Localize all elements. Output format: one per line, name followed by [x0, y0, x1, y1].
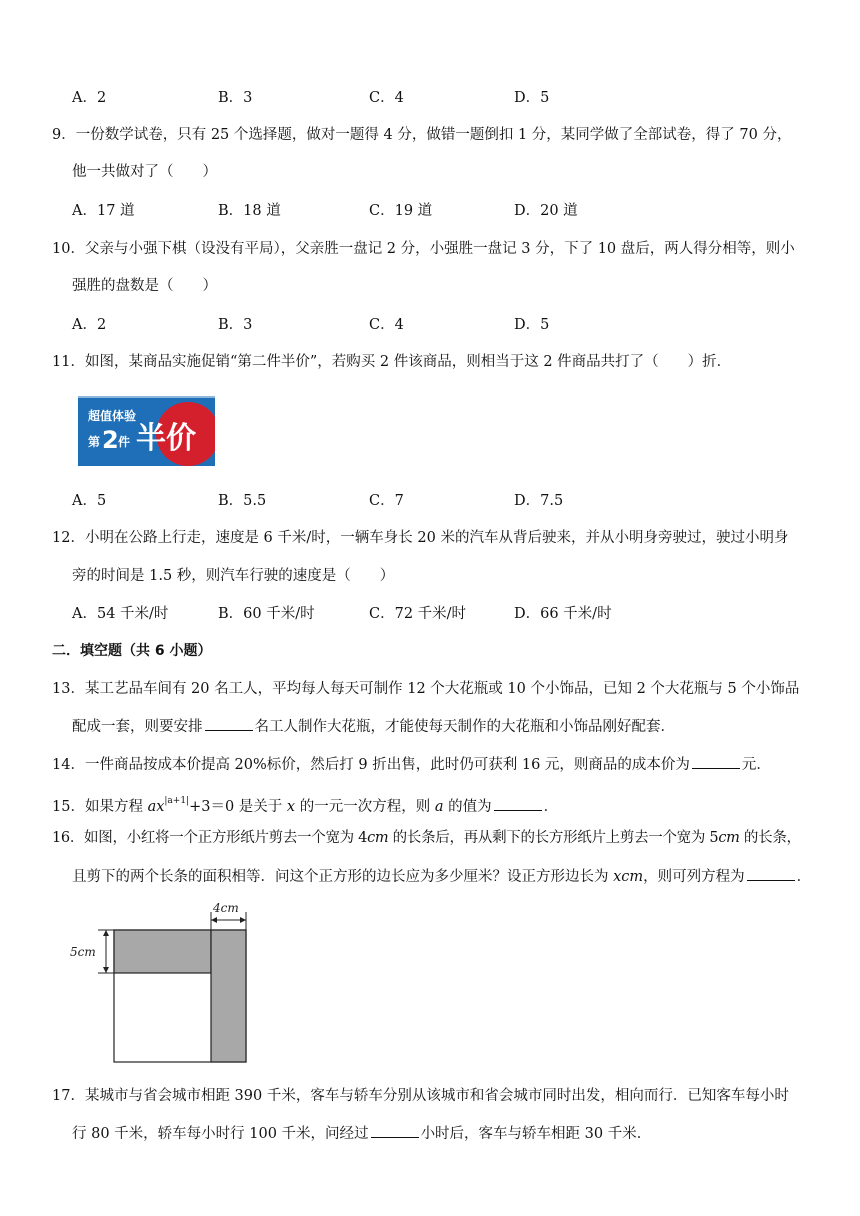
- dim-left-arrow-bottom: [103, 967, 109, 973]
- q15-exponent: |a+1|: [164, 796, 190, 806]
- q15-text-d: 的值为: [443, 799, 492, 815]
- q8-option-c: C．4: [369, 90, 404, 106]
- q14-stem: [52, 754, 771, 775]
- q8-option-d: D．5: [514, 90, 550, 106]
- q12-option-b: B．60 千米/时: [218, 606, 315, 622]
- q11-stem: 11．如图，某商品实施促销“第二件半价”，若购买 2 件该商品，则相当于这 2 件商品共打了（ ）折．: [52, 354, 732, 370]
- q12-option-d: D．66 千米/时: [514, 606, 612, 622]
- q13-text-a: 配成一套，则要安排: [72, 719, 203, 735]
- q9-stem-line2: 他一共做对了（ ）: [72, 164, 217, 180]
- promo-text-number: 2: [102, 426, 119, 454]
- q16-stem-line2: [72, 866, 811, 887]
- q14-text-b: 元．: [741, 757, 771, 773]
- q9-option-c: C．19 道: [369, 203, 433, 219]
- q11-option-a: A．5: [72, 493, 107, 509]
- q11-option-c: C．7: [369, 493, 404, 509]
- q10-stem-line2: 强胜的盘数是（ ）: [72, 278, 217, 294]
- q10-option-d: D．5: [514, 317, 550, 333]
- dim-top-label: 4cm: [213, 901, 239, 915]
- q16-text-1a: 16．如图，小红将一个正方形纸片剪去一个宽为 4: [52, 830, 368, 846]
- dim-top-arrow-left: [211, 917, 217, 923]
- q11-option-b: B．5.5: [218, 493, 267, 509]
- q10-option-a: A．2: [72, 317, 107, 333]
- promo-text-jian: 件: [118, 435, 131, 449]
- q17-text-b: 小时后，客车与轿车相距 30 千米．: [420, 1126, 652, 1142]
- q15-text-e: ．: [543, 799, 559, 815]
- promo-banner-image: [78, 396, 215, 466]
- q12-option-a: A．54 千米/时: [72, 606, 169, 622]
- q12-stem-line1: 12．小明在公路上行走，速度是 6 千米/时，一辆车身长 20 米的汽车从背后驶来，并从小明身旁驶过，驶过小明身: [52, 530, 789, 546]
- q17-text-a: 行 80 千米，轿车每小时行 100 千米，问经过: [72, 1126, 369, 1142]
- q14-answer-blank: [692, 754, 740, 769]
- q9-option-b: B．18 道: [218, 203, 281, 219]
- promo-text-banjia: 半价: [136, 421, 196, 456]
- q17-stem-line2: [72, 1123, 651, 1144]
- q12-stem-line2: 旁的时间是 1.5 秒，则汽车行驶的速度是（ ）: [72, 568, 395, 584]
- strip-4cm: [211, 930, 246, 1062]
- q15-stem: [52, 791, 558, 817]
- q16-var-xcm: xcm: [613, 869, 644, 885]
- q15-var-ax: ax: [147, 799, 165, 815]
- strip-5cm: [114, 930, 211, 973]
- section-heading-fill-in: 二．填空题（共 6 小题）: [52, 643, 212, 659]
- q13-answer-blank: [205, 716, 253, 731]
- promo-text-line1: 超值体验: [88, 409, 137, 423]
- q11-option-d: D．7.5: [514, 493, 564, 509]
- q13-text-b: 名工人制作大花瓶，才能使每天制作的大花瓶和小饰品刚好配套．: [254, 719, 675, 735]
- q16-text-2c: ．: [796, 869, 812, 885]
- q16-answer-blank: [747, 866, 795, 881]
- q13-stem-line1: 13．某工艺品车间有 20 名工人，平均每人每天可制作 12 个大花瓶或 10 个小饰品，已知 2 个大花瓶与 5 个小饰品: [52, 681, 800, 697]
- q16-stem-line1: [52, 828, 801, 848]
- q16-text-1b: 的长条后，再从剩下的长方形纸片上剪去一个宽为 5: [388, 830, 719, 846]
- q8-option-a: A．2: [72, 90, 107, 106]
- q15-text-c: 的一元一次方程，则: [295, 799, 435, 815]
- q9-option-d: D．20 道: [514, 203, 578, 219]
- q15-var-a: a: [434, 799, 444, 815]
- q17-answer-blank: [371, 1123, 419, 1138]
- q10-option-c: C．4: [369, 317, 404, 333]
- q16-square-figure: [68, 900, 258, 1070]
- q15-text-b: +3＝0 是关于: [189, 799, 287, 815]
- q9-option-a: A．17 道: [72, 203, 135, 219]
- dim-left-arrow-top: [103, 930, 109, 936]
- q12-option-c: C．72 千米/时: [369, 606, 467, 622]
- q17-stem-line1: 17．某城市与省会城市相距 390 千米，客车与轿车分别从该城市和省会城市同时出发，相向而行．已知客车每小时: [52, 1088, 789, 1104]
- q13-stem-line2: [72, 716, 675, 737]
- promo-text-di: 第: [88, 435, 101, 449]
- q16-text-2a: 且剪下的两个长条的面积相等．问这个正方形的边长应为多少厘米？设正方形边长为: [72, 869, 614, 885]
- q16-text-2b: ，则可列方程为: [643, 869, 745, 885]
- q16-unit-cm-2: cm: [718, 830, 740, 846]
- dim-top-arrow-right: [240, 917, 246, 923]
- q10-option-b: B．3: [218, 317, 253, 333]
- dim-left-label: 5cm: [70, 945, 96, 959]
- q16-text-1c: 的长条，: [739, 830, 801, 846]
- q9-stem-line1: 9．一份数学试卷，只有 25 个选择题，做对一题得 4 分，做错一题倒扣 1 分，某同学做了全部试卷，得了 70 分，: [52, 127, 792, 143]
- q15-text-a: 15．如果方程: [52, 799, 148, 815]
- q14-text-a: 14．一件商品按成本价提高 20%标价，然后打 9 折出售，此时仍可获利 16 元，则商品的成本价为: [52, 757, 690, 773]
- q15-answer-blank: [494, 796, 542, 811]
- q15-var-x: x: [286, 799, 296, 815]
- q8-option-b: B．3: [218, 90, 253, 106]
- q10-stem-line1: 10．父亲与小强下棋（设没有平局），父亲胜一盘记 2 分，小强胜一盘记 3 分，下了 10 盘后，两人得分相等，则小: [52, 241, 795, 257]
- q16-unit-cm-1: cm: [367, 830, 389, 846]
